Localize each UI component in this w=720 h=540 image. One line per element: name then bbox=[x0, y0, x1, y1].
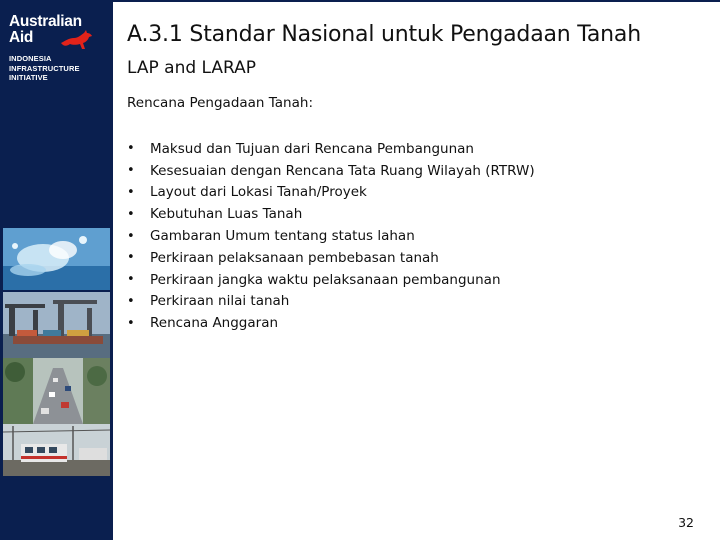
bullet-icon: • bbox=[127, 163, 135, 179]
list-item bbox=[127, 138, 535, 160]
list-item bbox=[127, 182, 535, 204]
list-item bbox=[127, 291, 535, 313]
list-item bbox=[127, 269, 535, 291]
list-item bbox=[127, 160, 535, 182]
bullet-icon: • bbox=[127, 228, 135, 244]
railway-photo bbox=[3, 424, 110, 476]
slide-subtitle: LAP and LARAP bbox=[127, 58, 257, 78]
bullet-icon: • bbox=[127, 293, 135, 309]
bullet-icon: • bbox=[127, 184, 135, 200]
intro-text: Rencana Pengadaan Tanah: bbox=[127, 95, 313, 111]
list-item-text: Perkiraan jangka waktu pelaksanaan pembangunan bbox=[150, 271, 501, 288]
list-item bbox=[127, 225, 535, 247]
list-item-text: Perkiraan pelaksanaan pembebasan tanah bbox=[150, 249, 439, 266]
bullet-icon: • bbox=[127, 315, 135, 331]
bullet-icon: • bbox=[127, 272, 135, 288]
logo-title: Australian Aid bbox=[9, 13, 82, 46]
list-item-text: Perkiraan nilai tanah bbox=[150, 293, 290, 310]
list-item-text: Maksud dan Tujuan dari Rencana Pembangunan bbox=[150, 140, 474, 157]
list-item-text: Rencana Anggaran bbox=[150, 315, 279, 332]
city-traffic-photo bbox=[3, 358, 110, 424]
port-cranes-photo bbox=[3, 292, 110, 358]
list-item-text: Kebutuhan Luas Tanah bbox=[150, 206, 303, 223]
bullet-icon: • bbox=[127, 141, 135, 157]
list-item bbox=[127, 203, 535, 225]
sidebar bbox=[0, 0, 113, 540]
logo-subtitle: INDONESIA INFRASTRUCTURE INITIATIVE bbox=[9, 54, 80, 82]
list-item-text: Gambaran Umum tentang status lahan bbox=[150, 228, 415, 245]
page-number: 32 bbox=[678, 515, 694, 530]
kangaroo-icon bbox=[59, 29, 95, 51]
list-item bbox=[127, 312, 535, 334]
bullet-list bbox=[127, 138, 535, 334]
list-item bbox=[127, 247, 535, 269]
australian-aid-logo bbox=[9, 14, 109, 94]
bullet-icon: • bbox=[127, 206, 135, 222]
list-item-text: Kesesuaian dengan Rencana Tata Ruang Wilayah (RTRW) bbox=[150, 162, 535, 179]
water-splash-photo bbox=[3, 228, 110, 290]
list-item-text: Layout dari Lokasi Tanah/Proyek bbox=[150, 184, 367, 201]
slide-title: A.3.1 Standar Nasional untuk Pengadaan Tanah bbox=[127, 22, 641, 47]
header-rule bbox=[113, 0, 720, 2]
bullet-icon: • bbox=[127, 250, 135, 266]
